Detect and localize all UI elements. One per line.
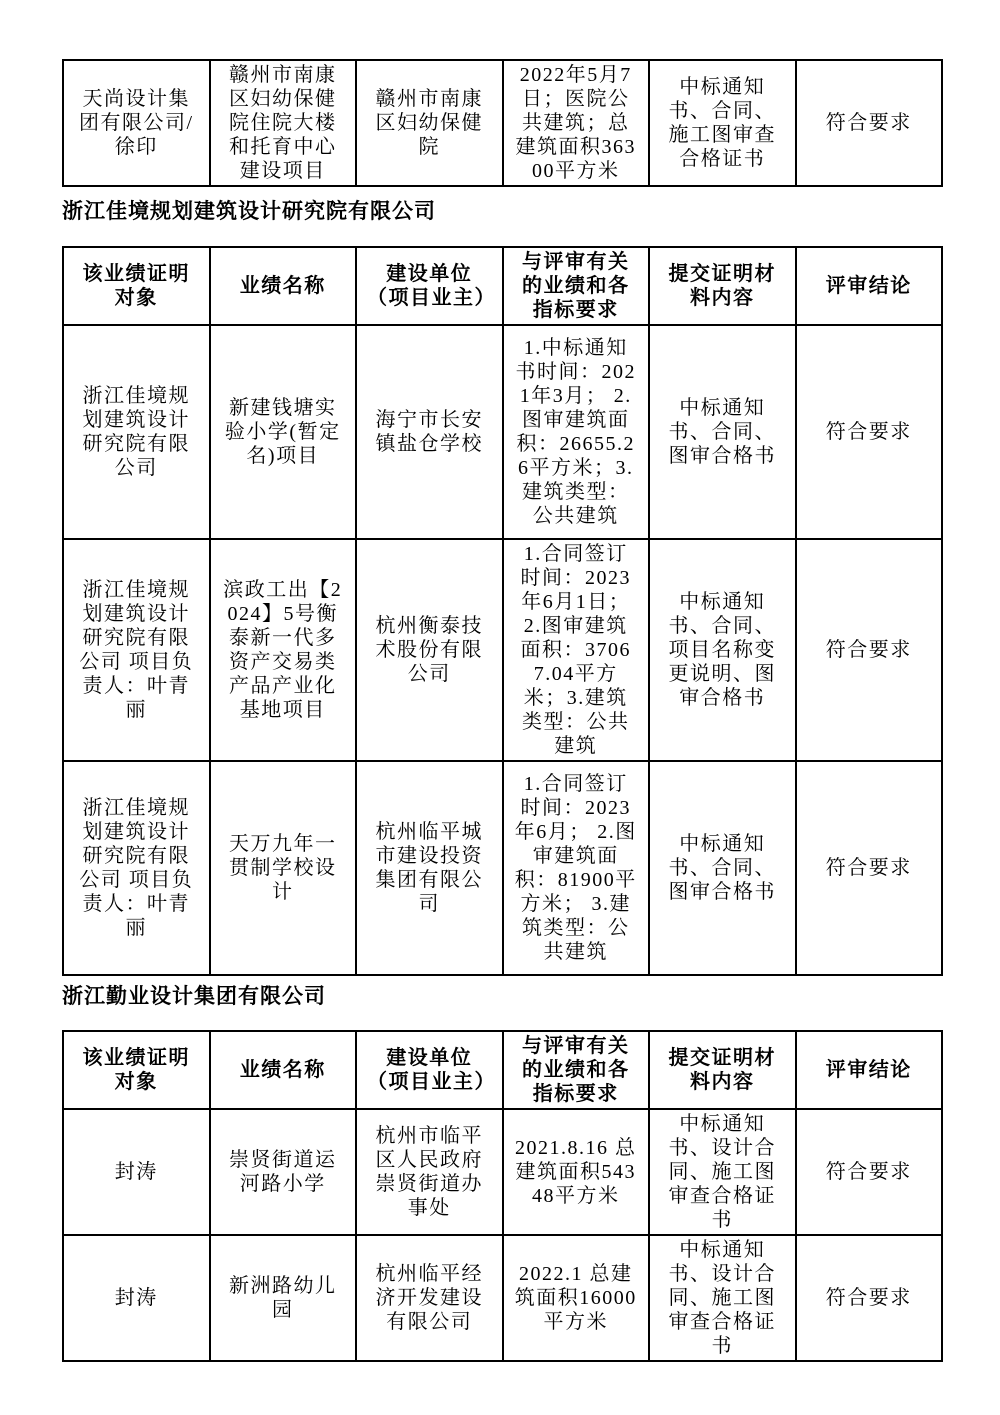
col-header-materials: 提交证明材料内容	[649, 247, 796, 325]
col-header-materials: 提交证明材料内容	[649, 1031, 796, 1109]
cell-metrics: 2022年5月7日；医院公共建筑；总建筑面积36300平方米	[503, 60, 650, 186]
cell-materials: 中标通知书、合同、施工图审查合格证书	[649, 60, 796, 186]
cell-owner: 杭州临平经济开发建设有限公司	[356, 1235, 503, 1361]
cell-project-name: 崇贤街道运河路小学	[210, 1109, 357, 1235]
col-header-conclusion: 评审结论	[796, 1031, 943, 1109]
cell-conclusion: 符合要求	[796, 325, 943, 539]
cell-metrics: 2021.8.16 总建筑面积54348平方米	[503, 1109, 650, 1235]
cell-owner: 海宁市长安镇盐仓学校	[356, 325, 503, 539]
cell-owner: 杭州临平城市建设投资集团有限公司	[356, 761, 503, 975]
cell-credential-target: 天尚设计集团有限公司/徐印	[63, 60, 210, 186]
col-header-metrics: 与评审有关的业绩和各指标要求	[503, 1031, 650, 1109]
cell-credential-target: 浙江佳境规划建筑设计研究院有限公司 项目负责人：叶青丽	[63, 761, 210, 975]
cell-project-name: 赣州市南康区妇幼保健院住院大楼和托育中心建设项目	[210, 60, 357, 186]
col-header-metrics: 与评审有关的业绩和各指标要求	[503, 247, 650, 325]
cell-metrics: 1.中标通知书时间：2021年3月； 2.图审建筑面积：26655.26平方米；3.建筑类型：公共建筑	[503, 325, 650, 539]
cell-metrics: 1.合同签订时间：2023年6月； 2.图审建筑面积：81900平方米； 3.建筑类型：公共建筑	[503, 761, 650, 975]
table-row	[63, 1235, 942, 1361]
table-header-row	[63, 247, 942, 325]
cell-materials: 中标通知书、设计合同、施工图审查合格证书	[649, 1109, 796, 1235]
table-row	[63, 60, 942, 186]
cell-project-name: 新建钱塘实验小学(暂定名)项目	[210, 325, 357, 539]
table-row	[63, 539, 942, 761]
col-header-target: 该业绩证明对象	[63, 247, 210, 325]
col-header-target: 该业绩证明对象	[63, 1031, 210, 1109]
cell-owner: 杭州市临平区人民政府崇贤街道办事处	[356, 1109, 503, 1235]
col-header-project: 业绩名称	[210, 1031, 357, 1109]
cell-conclusion: 符合要求	[796, 539, 943, 761]
cell-credential-target: 封涛	[63, 1109, 210, 1235]
cell-project-name: 新洲路幼儿园	[210, 1235, 357, 1361]
cell-materials: 中标通知书、合同、图审合格书	[649, 325, 796, 539]
cell-materials: 中标通知书、设计合同、施工图审查合格证书	[649, 1235, 796, 1361]
cell-credential-target: 浙江佳境规划建筑设计研究院有限公司 项目负责人：叶青丽	[63, 539, 210, 761]
section-heading-qinye: 浙江勤业设计集团有限公司	[62, 984, 326, 1008]
cell-conclusion: 符合要求	[796, 761, 943, 975]
table-row	[63, 325, 942, 539]
cell-project-name: 滨政工出【2024】5号衡泰新一代多资产交易类产品产业化基地项目	[210, 539, 357, 761]
carryover-table	[62, 59, 943, 187]
col-header-owner: 建设单位（项目业主）	[356, 1031, 503, 1109]
cell-materials: 中标通知书、合同、图审合格书	[649, 761, 796, 975]
cell-project-name: 天万九年一贯制学校设计	[210, 761, 357, 975]
performance-table-qinye	[62, 1030, 943, 1362]
cell-metrics: 1.合同签订时间：2023年6月1日； 2.图审建筑面积：37067.04平方米；3.建筑类型：公共建筑	[503, 539, 650, 761]
cell-credential-target: 浙江佳境规划建筑设计研究院有限公司	[63, 325, 210, 539]
cell-conclusion: 符合要求	[796, 60, 943, 186]
table-row	[63, 761, 942, 975]
cell-owner: 杭州衡泰技术股份有限公司	[356, 539, 503, 761]
cell-credential-target: 封涛	[63, 1235, 210, 1361]
col-header-owner: 建设单位（项目业主）	[356, 247, 503, 325]
col-header-conclusion: 评审结论	[796, 247, 943, 325]
cell-metrics: 2022.1 总建筑面积16000平方米	[503, 1235, 650, 1361]
performance-table-jiajing	[62, 246, 943, 976]
cell-owner: 赣州市南康区妇幼保健院	[356, 60, 503, 186]
cell-conclusion: 符合要求	[796, 1235, 943, 1361]
cell-materials: 中标通知书、合同、项目名称变更说明、图审合格书	[649, 539, 796, 761]
cell-conclusion: 符合要求	[796, 1109, 943, 1235]
col-header-project: 业绩名称	[210, 247, 357, 325]
table-row	[63, 1109, 942, 1235]
table-header-row	[63, 1031, 942, 1109]
section-heading-jiajing: 浙江佳境规划建筑设计研究院有限公司	[62, 199, 436, 223]
